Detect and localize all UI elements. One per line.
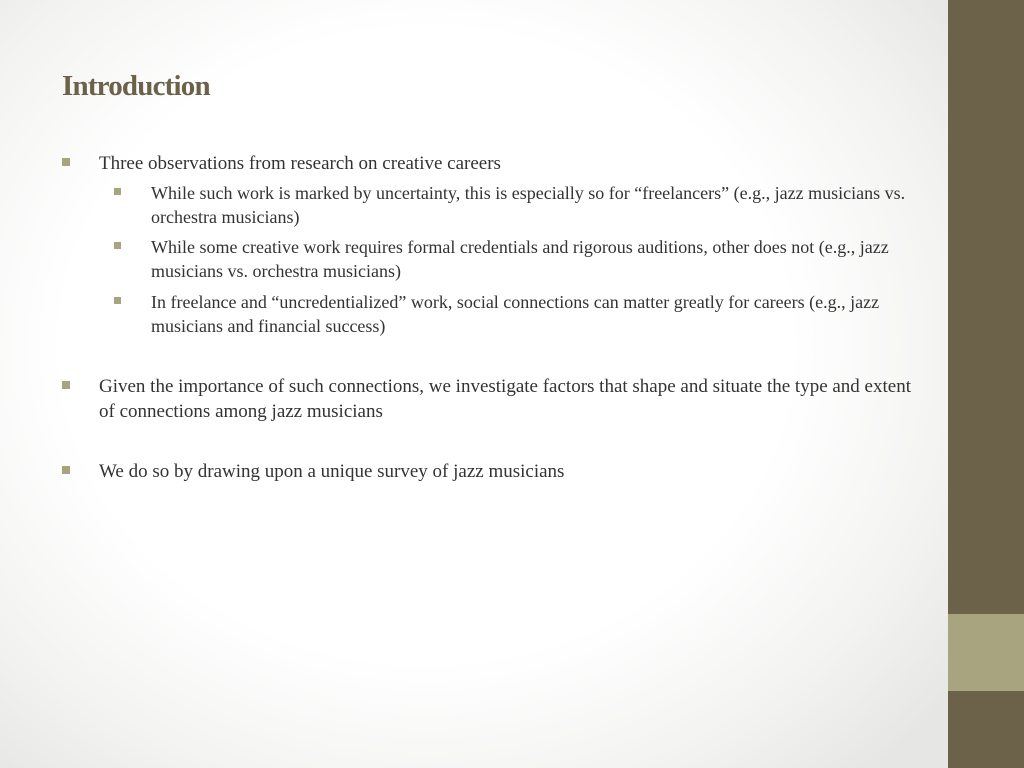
sidebar-decoration-accent [948,614,1024,691]
sub-bullet-item [114,181,941,229]
bullet-item [62,459,929,484]
square-bullet-icon [62,466,70,474]
bullet-text: Three observations from research on creative careers [99,153,501,174]
sub-bullet-text: While some creative work requires formal credentials and rigorous auditions, other does not (e.g., jazz musicians vs. orchestra musicians) [151,237,889,281]
bullet-item [62,151,929,176]
sub-bullet-item [114,235,941,283]
slide-title: Introduction [62,70,210,102]
square-bullet-icon [114,188,121,195]
square-bullet-icon [114,242,121,249]
bullet-item [62,374,929,424]
sub-bullet-item [114,290,941,338]
sub-bullet-text: While such work is marked by uncertainty, this is especially so for “freelancers” (e.g., jazz musicians vs. orchestra musicians) [151,183,906,227]
sidebar-decoration-bottom [948,691,1024,768]
square-bullet-icon [62,381,70,389]
sidebar-decoration-top [948,0,1024,614]
bullet-text: Given the importance of such connections, we investigate factors that shape and situate the type and extent of connections among jazz musicians [99,376,911,422]
bullet-text: We do so by drawing upon a unique survey of jazz musicians [99,461,565,482]
square-bullet-icon [114,297,121,304]
square-bullet-icon [62,158,70,166]
sub-bullet-text: In freelance and “uncredentialized” work, social connections can matter greatly for careers (e.g., jazz musicians and financial success) [151,292,880,336]
